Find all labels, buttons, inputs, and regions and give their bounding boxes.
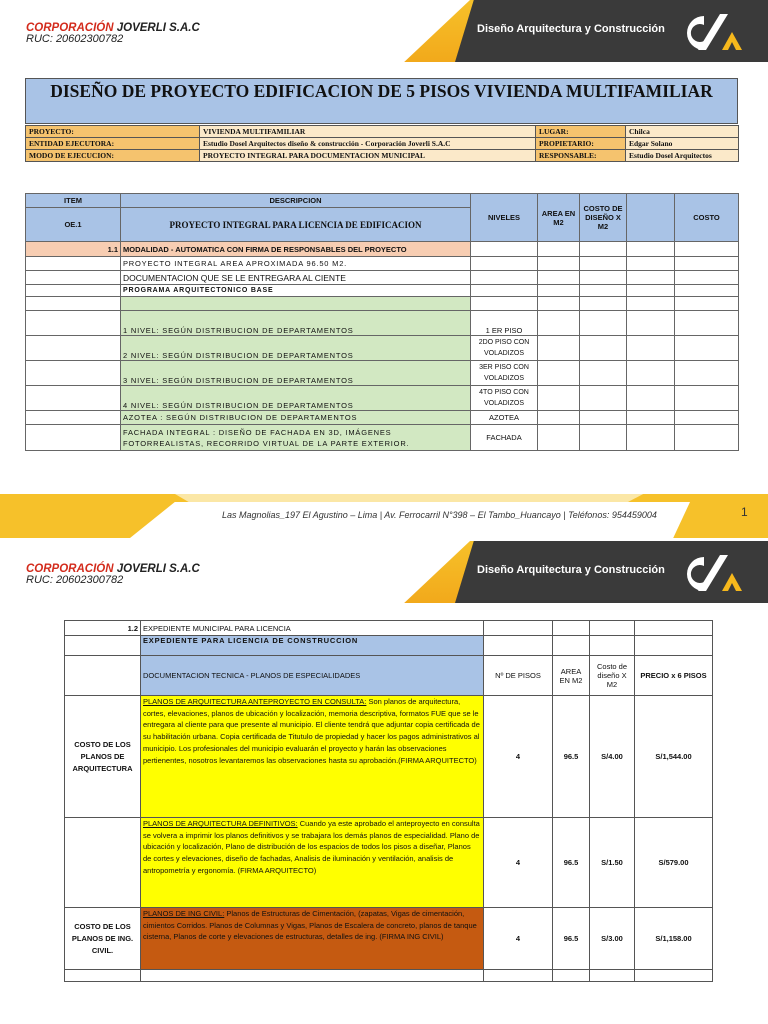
table-row (65, 970, 713, 982)
header-precio: PRECIO x 6 PISOS (635, 656, 713, 696)
page-footer (0, 494, 768, 538)
plan-row (65, 908, 713, 970)
expediente-text: EXPEDIENTE MUNICIPAL PARA LICENCIA (141, 621, 484, 636)
company-ruc: RUC: 20602300782 (26, 574, 124, 586)
area-aproximada-text: PROYECTO INTEGRAL AREA APROXIMADA 96.50 M2. (121, 257, 471, 271)
blank-green-cell (121, 297, 471, 311)
level-description: AZOTEA : SEGÚN DISTRIBUCION DE DEPARTAMENTOS (121, 411, 471, 425)
header-description: DESCRIPCION (121, 194, 471, 208)
item-number: 1.2 (65, 621, 141, 636)
level-nivel: AZOTEA (471, 411, 538, 425)
header-tagline: Diseño Arquitectura y Construcción (477, 23, 665, 35)
level-row (26, 386, 739, 411)
table-header-row (26, 194, 739, 208)
level-description: FACHADA INTEGRAL : DISEÑO DE FACHADA EN 3D, IMÁGENES FOTORREALISTAS, RECORRIDO VIRTUAL DE LA PARTE EXTERIOR. (121, 425, 471, 451)
level-nivel: 2DO PISO CON VOLADIZOS (471, 336, 538, 361)
expediente-title: EXPEDIENTE PARA LICENCIA DE CONSTRUCCION (141, 636, 484, 656)
info-label: RESPONSABLE: (536, 150, 626, 162)
plan-description: PLANOS DE ARQUITECTURA DEFINITIVOS: Cuando ya este aprobado el anteproyecto en consulta se volvera a imprimir los planos definitivos y se trabajara los demás planos de especialidad. Plano de ubicación y localización, Plano de distribución de los espacios de todos los pisos a diseñar, Planos de cortes y elevaciones, diseño de fachadas, Analisis de iluminación y ventilación, analisis de antropometría y ergonomía. (FIRMA ARQUITECTO) (141, 818, 484, 908)
plan-costo: S/3.00 (590, 908, 635, 970)
table-row (26, 257, 739, 271)
level-description: 4 NIVEL: SEGÚN DISTRIBUCION DE DEPARTAMENTOS (121, 386, 471, 411)
plan-precio: S/579.00 (635, 818, 713, 908)
plan-description: PLANOS DE ING CIVIL: Planos de Estructuras de Cimentación, (zapatas, Vigas de cimentación, cimientos Corridos. Planos de Columnas y Vigas, Planos de Escalera de concreto, planos de tanque cisterna, Planos de corte y elevaciones de estructuras, detalles de ing. (FIRMA ING CIVIL) (141, 908, 484, 970)
header-description-title: PROYECTO INTEGRAL PARA LICENCIA DE EDIFICACION (121, 208, 471, 242)
document-title: DISEÑO DE PROYECTO EDIFICACION DE 5 PISOS VIVIENDA MULTIFAMILIAR (50, 81, 713, 101)
document-title-box (25, 78, 738, 124)
table-row (26, 271, 739, 285)
info-value: PROYECTO INTEGRAL PARA DOCUMENTACION MUNICIPAL (200, 150, 536, 162)
level-description: 1 NIVEL: SEGÚN DISTRIBUCION DE DEPARTAMENTOS (121, 311, 471, 336)
plan-row (65, 696, 713, 818)
company-ruc: RUC: 20602300782 (26, 33, 124, 45)
page-number: 1 (741, 505, 748, 519)
level-description: 3 NIVEL: SEGÚN DISTRIBUCION DE DEPARTAMENTOS (121, 361, 471, 386)
plan-costo: S/1.50 (590, 818, 635, 908)
plan-precio: S/1,158.00 (635, 908, 713, 970)
plan-pisos: 4 (484, 818, 553, 908)
level-nivel: FACHADA (471, 425, 538, 451)
plan-area: 96.5 (553, 818, 590, 908)
plan-pisos: 4 (484, 908, 553, 970)
info-value: Estudio Dosel Arquitectos diseño & construcción - Corporación Joverli S.A.C (200, 138, 536, 150)
company-name: CORPORACIÓN JOVERLI S.A.C (26, 22, 200, 34)
level-row (26, 336, 739, 361)
header-niveles: NIVELES (471, 194, 538, 242)
header-costo: Costo de diseño X M2 (590, 656, 635, 696)
info-label: LUGAR: (536, 126, 626, 138)
cda-logo-icon (676, 10, 746, 54)
info-label: ENTIDAD EJECUTORA: (26, 138, 200, 150)
header-item: ITEM (26, 194, 121, 208)
info-value: Estudio Dosel Arquitectos (626, 150, 739, 162)
info-value: Edgar Solano (626, 138, 739, 150)
header-tagline: Diseño Arquitectura y Construcción (477, 564, 665, 576)
level-row (26, 425, 739, 451)
info-value: Chilca (626, 126, 739, 138)
plan-category: COSTO DE LOS PLANOS DE ING. CIVIL. (65, 908, 141, 970)
header-empty (627, 194, 675, 242)
project-info-table (25, 125, 739, 162)
modalidad-text: MODALIDAD - AUTOMATICA CON FIRMA DE RESPONSABLES DEL PROYECTO (121, 242, 471, 257)
level-row (26, 411, 739, 425)
info-row (26, 138, 739, 150)
info-row (26, 150, 739, 162)
plan-pisos: 4 (484, 696, 553, 818)
header-costo-diseno: COSTO DE DISEÑO X M2 (580, 194, 627, 242)
plan-row (65, 818, 713, 908)
table-header-row (65, 656, 713, 696)
header-area: AREA EN M2 (553, 656, 590, 696)
table-row (26, 242, 739, 257)
level-nivel: 4TO PISO CON VOLADIZOS (471, 386, 538, 411)
info-row (26, 126, 739, 138)
table-row (65, 636, 713, 656)
info-label: MODO DE EJECUCION: (26, 150, 200, 162)
footer-address: Las Magnolias_197 El Agustino – Lima | Av. Ferrocarril N°398 – El Tambo_Huancayo | Teléfonos: 954459004 (222, 510, 657, 520)
plan-costo: S/4.00 (590, 696, 635, 818)
info-value: VIVIENDA MULTIFAMILIAR (200, 126, 536, 138)
table-row (26, 285, 739, 297)
table-row (65, 621, 713, 636)
documentacion-tecnica: DOCUMENTACION TECNICA - PLANOS DE ESPECIALIDADES (141, 656, 484, 696)
level-row (26, 311, 739, 336)
level-description: 2 NIVEL: SEGÚN DISTRIBUCION DE DEPARTAMENTOS (121, 336, 471, 361)
programa-text: PROGRAMA ARQUITECTONICO BASE (121, 285, 471, 297)
level-nivel: 1 ER PISO (471, 311, 538, 336)
page-header (0, 541, 768, 603)
header-item-code: OE.1 (26, 208, 121, 242)
info-label: PROPIETARIO: (536, 138, 626, 150)
documentacion-text: DOCUMENTACION QUE SE LE ENTREGARA AL CIENTE (121, 271, 471, 285)
company-name: CORPORACIÓN JOVERLI S.A.C (26, 563, 200, 575)
plan-area: 96.5 (553, 908, 590, 970)
plan-area: 96.5 (553, 696, 590, 818)
scope-table (25, 193, 739, 451)
level-nivel: 3ER PISO CON VOLADIZOS (471, 361, 538, 386)
plan-category: COSTO DE LOS PLANOS DE ARQUITECTURA (65, 696, 141, 818)
plan-description: PLANOS DE ARQUITECTURA ANTEPROYECTO EN CONSULTA: Son planos de arquitectura, cortes, elevaciones, planos de ubicación y localización, memoria descriptiva, formatos FUE que se le entregara al cliente para que presente al municipio. El cliente tendrá que adjuntar copia certificada de su habilitación urbana. Copia certificada de Titutulo de propiedad y hacer los pagos administrativos al municipio. Los profesionales del municipio evaluarán el proyecto y harán las observaciones pertienentes, nosotros levantaremos las observaciones hasta su aprobación.(FIRMA ARQUITECTO) (141, 696, 484, 818)
table-row (26, 297, 739, 311)
item-number: 1.1 (26, 242, 121, 257)
cda-logo-icon (676, 551, 746, 595)
plan-category (65, 818, 141, 908)
info-label: PROYECTO: (26, 126, 200, 138)
header-pisos: Nº DE PISOS (484, 656, 553, 696)
header-area: AREA EN M2 (538, 194, 580, 242)
header-costo: COSTO (675, 194, 739, 242)
plan-precio: S/1,544.00 (635, 696, 713, 818)
level-row (26, 361, 739, 386)
plans-table (64, 620, 713, 982)
page-header (0, 0, 768, 62)
